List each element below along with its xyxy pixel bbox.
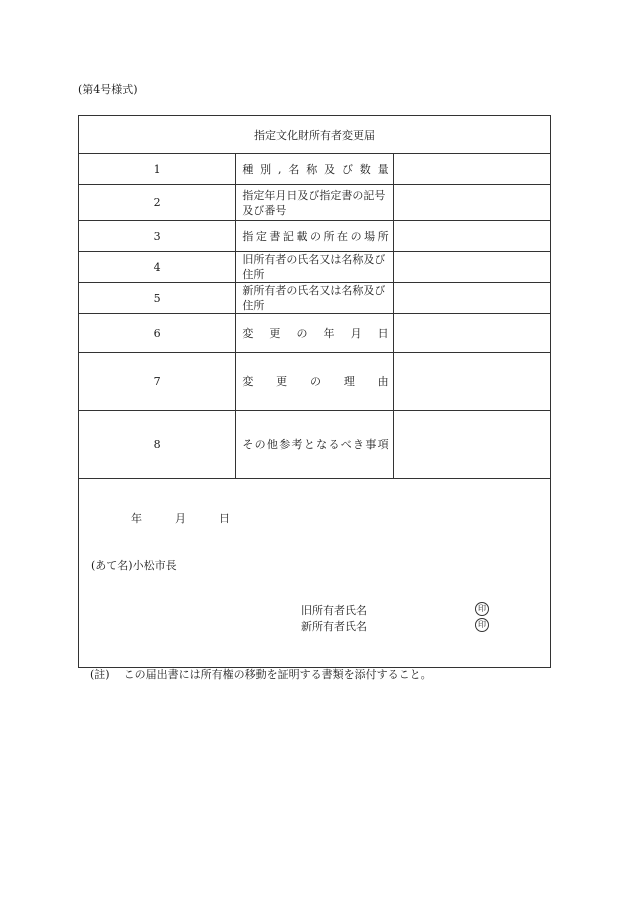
form-row-3 — [79, 221, 551, 252]
row-number: 1 — [79, 154, 236, 185]
row-value-field[interactable] — [393, 283, 550, 314]
row-label-old-owner: 旧所有者の氏名又は名称及び住所 — [236, 252, 393, 283]
row-number: 3 — [79, 221, 236, 252]
footnote-text: この届出書には所有権の移動を証明する書類を添付すること。 — [123, 668, 432, 681]
date-month-label: 月 — [175, 512, 186, 525]
date-day-label: 日 — [219, 512, 230, 525]
row-number: 5 — [79, 283, 236, 314]
form-row-6 — [79, 314, 551, 353]
form-row-1 — [79, 154, 551, 185]
row-value-field[interactable] — [393, 411, 550, 479]
form-row-2 — [79, 185, 551, 221]
form-row-5 — [79, 283, 551, 314]
form-row-7 — [79, 353, 551, 411]
row-value-field[interactable] — [393, 353, 550, 411]
row-label-type-name-quantity: 種別,名称及び数量 — [236, 154, 393, 185]
row-number: 2 — [79, 185, 236, 221]
footnote — [90, 666, 432, 682]
row-value-field[interactable] — [393, 154, 550, 185]
form-number: (第4号様式) — [78, 83, 138, 96]
addressee: (あて名)小松市長 — [91, 559, 177, 572]
row-number: 8 — [79, 411, 236, 479]
row-value-field[interactable] — [393, 185, 550, 221]
row-label-location: 指定書記載の所在の場所 — [236, 221, 393, 252]
date-year-label: 年 — [131, 512, 142, 525]
form-row-4 — [79, 252, 551, 283]
form-row-8 — [79, 411, 551, 479]
row-label-new-owner: 新所有者の氏名又は名称及び住所 — [236, 283, 393, 314]
submission-date — [131, 510, 230, 526]
row-label-other-remarks: その他参考となるべき事項 — [236, 411, 393, 479]
row-number: 4 — [79, 252, 236, 283]
row-number: 7 — [79, 353, 236, 411]
row-number: 6 — [79, 314, 236, 353]
row-label-change-reason: 変更の理由 — [236, 353, 393, 411]
signature-section — [79, 479, 551, 668]
row-value-field[interactable] — [393, 314, 550, 353]
seal-icon: 印 — [475, 618, 489, 632]
row-value-field[interactable] — [393, 252, 550, 283]
form-title: 指定文化財所有者変更届 — [79, 116, 551, 154]
row-value-field[interactable] — [393, 221, 550, 252]
old-owner-name-label: 旧所有者氏名 — [301, 604, 367, 617]
seal-icon: 印 — [475, 602, 489, 616]
row-label-change-date: 変更の年月日 — [236, 314, 393, 353]
new-owner-name-label: 新所有者氏名 — [301, 620, 367, 633]
footnote-label: (註) — [90, 668, 110, 681]
row-label-designation-date-and-number: 指定年月日及び指定書の記号及び番号 — [236, 185, 393, 221]
notification-form-table — [78, 115, 551, 668]
